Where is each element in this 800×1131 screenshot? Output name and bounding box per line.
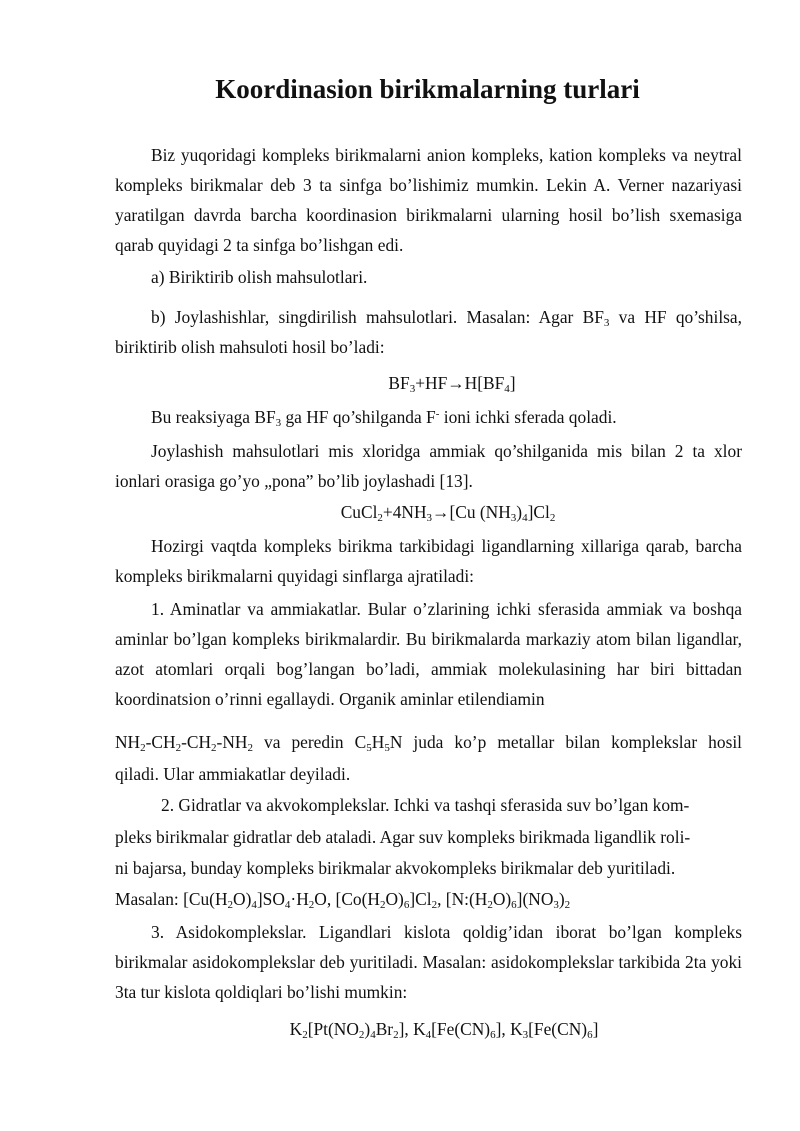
paragraph-aminatlar: 1. Aminatlar va ammiakatlar. Bular o’zlarining ichki sferasida ammiak va boshqa aminlar bo’lgan kompleks birikmalardir. Bu birikmalarda markaziy atom bilan ligandlar, azot atomlari orqali bog’langan bo’ladi, ammiak molekulasining har biri bittadan koordinatsion o’rinni egallaydi. Organik aminlar etilendiamin <box>115 599 742 709</box>
paragraph-gidratlar-line3: ni bajarsa, bunday kompleks birikmalar akvokompleks birikmalar deb yuritiladi. <box>115 858 676 878</box>
paragraph-joylashish: Joylashish mahsulotlari mis xloridga ammiak qo’shilganida mis bilan 2 ta xlor ionlari orasiga go’yo „pona” bo’lib joylashadi [13]. <box>115 441 742 491</box>
paragraph-intro: Biz yuqoridagi kompleks birikmalarni anion kompleks, kation kompleks va neytral kompleks birikmalar deb 3 ta sinfga bo’lishimiz mumkin. Lekin A. Verner nazariyasi yaratilgan davrda barcha koordinasion birikmalarni ularning hosil bo’lish sxemasiga qarab quyidagi 2 ta sinfga bo’lishgan edi. <box>115 145 742 255</box>
equation-2: $CuCl_2+4NH_3\to[Cu$ $(NH_3)_4]Cl_2$ <box>340 502 556 524</box>
paragraph-reaction: Bu reaksiyaga $BF_3$ ga HF qo’shilganda F- ioni ichki sferada qoladi. <box>151 407 617 429</box>
paragraph-asidokomplekslar: 3. Asidokomplekslar. Ligandlari kislota qoldig’idan iborat bo’lgan kompleks birikmalar asidokomplekslar deb yuritiladi. Masalan: asidokomplekslar tarkibida 2ta yoki 3ta tur kislota qoldiqlari bo’lishi mumkin: <box>115 922 742 1002</box>
paragraph-aminatlar-formula: $NH_2-CH_2-CH_2-NH_2$ va peredin $C_5H_5N$ juda ko’p metallar bilan komplekslar hosil <box>115 732 742 754</box>
paragraph-gidratlar-line2: pleks birikmalar gidratlar deb ataladi. Agar suv kompleks birikmada ligandlik roli- <box>115 827 691 847</box>
list-item-b: b) Joylashishlar, singdirilish mahsulotlari. Masalan: Agar $BF_3$ va HF qo’shilsa, biriktirib olish mahsuloti hosil bo’ladi: <box>115 307 743 357</box>
paragraph-aminatlar-end: qiladi. Ular ammiakatlar deyiladi. <box>115 764 351 784</box>
paragraph-hozirgi: Hozirgi vaqtda kompleks birikma tarkibidagi ligandlarning xillariga qarab, barcha kompleks birikmalarni quyidagi sinflarga ajratiladi: <box>115 536 742 586</box>
equation-3: $K_2[Pt(NO_2)_4Br_2]$, $K_4[Fe(CN)_6]$, $K_3[Fe(CN)_6]$ <box>289 1019 599 1041</box>
equation-1: $BF_3+HF\to H[BF_4]$ <box>388 373 516 395</box>
page-title: Koordinasion birikmalarning turlari <box>215 74 640 104</box>
paragraph-gidratlar-line1: 2. Gidratlar va akvokomplekslar. Ichki va tashqi sferasida suv bo’lgan kom- <box>161 795 690 815</box>
list-item-a: a) Biriktirib olish mahsulotlari. <box>151 267 368 287</box>
gidrat-example: Masalan: $[Cu(H_2O)_4]SO_4\cdot H_2O$, $[Co(H_2O)_6]Cl_2$, $[N:(H_2O)_6](NO_3)_2$ <box>115 889 571 911</box>
